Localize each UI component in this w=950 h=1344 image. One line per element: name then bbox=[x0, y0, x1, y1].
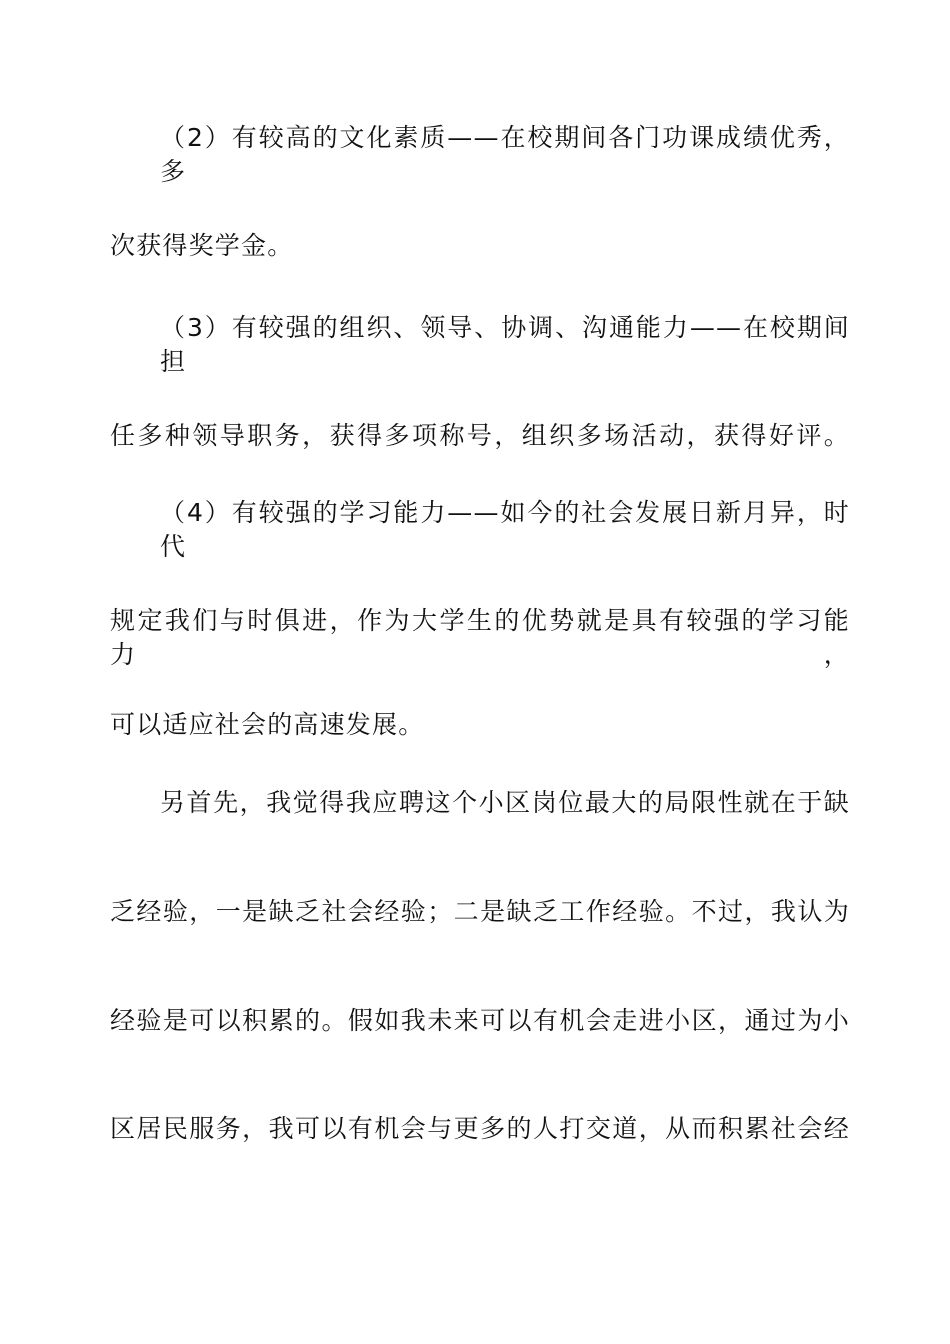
paragraph-2-line-1: （2）有较高的文化素质——在校期间各门功课成绩优秀，多 bbox=[160, 123, 850, 186]
paragraph-2-line-2: 次获得奖学金。 bbox=[110, 231, 294, 260]
paragraph-5-line-3: 经验是可以积累的。假如我未来可以有机会走进小区，通过为小 bbox=[110, 1006, 850, 1035]
paragraph-4-line-1: （4）有较强的学习能力——如今的社会发展日新月异，时代 bbox=[160, 498, 850, 561]
paragraph-3-line-1: （3）有较强的组织、领导、协调、沟通能力——在校期间担 bbox=[160, 313, 850, 376]
paragraph-5-line-4: 区居民服务，我可以有机会与更多的人打交道，从而积累社会经 bbox=[110, 1114, 850, 1143]
paragraph-5-line-1: 另首先，我觉得我应聘这个小区岗位最大的局限性就在于缺 bbox=[160, 788, 850, 817]
paragraph-4-line-2: 规定我们与时俱进，作为大学生的优势就是具有较强的学习能力， bbox=[110, 606, 850, 669]
paragraph-3-line-2: 任多种领导职务，获得多项称号，组织多场活动，获得好评。 bbox=[110, 421, 850, 450]
paragraph-4-line-3: 可以适应社会的高速发展。 bbox=[110, 710, 425, 739]
paragraph-5-line-2: 乏经验，一是缺乏社会经验；二是缺乏工作经验。不过，我认为 bbox=[110, 897, 850, 926]
